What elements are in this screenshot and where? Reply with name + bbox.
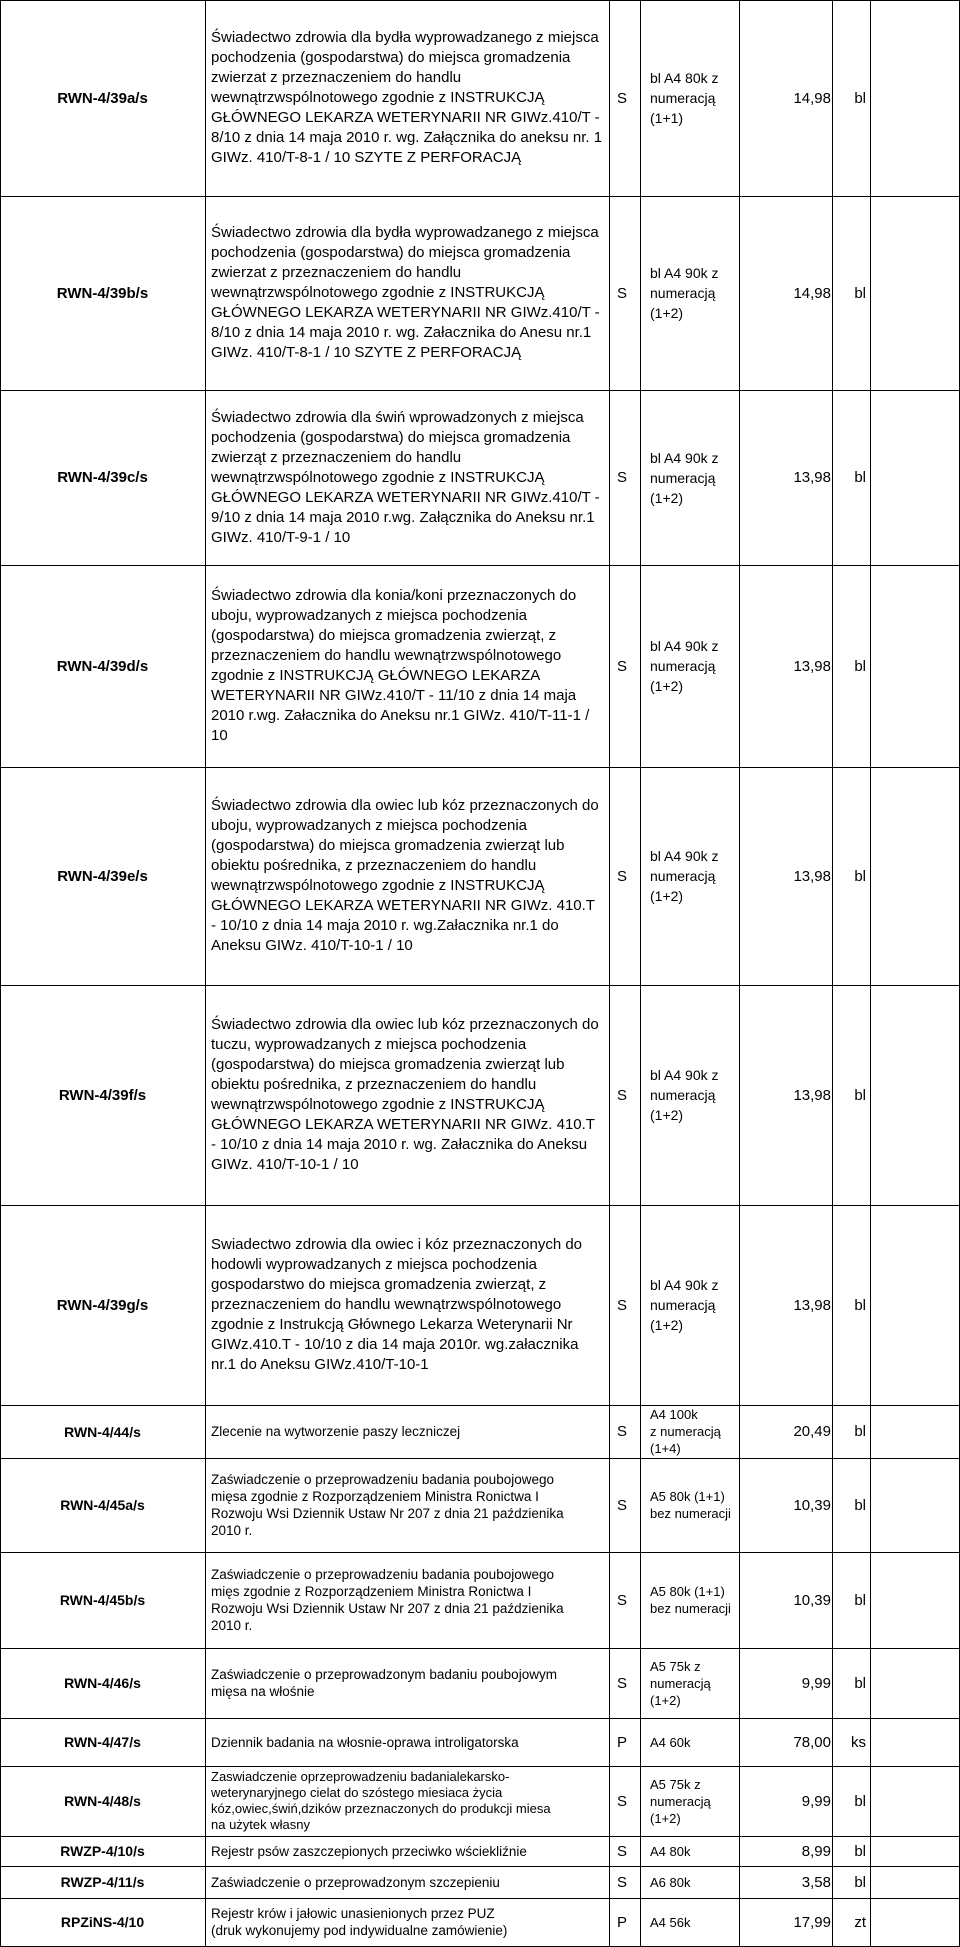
table-row [0,1648,960,1718]
product-code: RWN-4/48/s [64,1793,141,1809]
product-description: Dziennik badania na włosnie-oprawa introligatorska [211,1734,519,1750]
unit: ks [851,1733,866,1751]
binding-type: S [616,1423,627,1440]
binding-type: S [616,469,627,486]
price: 14,98 [793,89,831,107]
table-row [0,1458,960,1552]
price: 10,39 [793,1496,831,1514]
product-code: RWN-4/39f/s [58,1086,147,1104]
format: A4 100k z numeracją (1+4) [650,1407,721,1456]
format: bl A4 90k z numeracją (1+2) [650,638,719,694]
table-row [0,1836,960,1866]
price: 9,99 [801,1674,831,1692]
unit: bl [854,867,866,885]
unit: bl [854,1792,866,1810]
format: A5 75k z numeracją (1+2) [650,1658,711,1708]
binding-type: S [616,1674,627,1692]
table-row [0,196,960,390]
table-row [0,1866,960,1898]
product-description: Zlecenie na wytworzenie paszy leczniczej [211,1424,461,1439]
unit: bl [854,1086,866,1104]
price: 8,99 [801,1842,831,1860]
unit: bl [854,1423,866,1440]
product-code: RWN-4/39e/s [57,867,148,885]
binding-type: S [616,1792,627,1810]
unit: zt [854,1913,866,1931]
unit: bl [854,1296,866,1314]
table-row [0,1405,960,1458]
format: bl A4 80k z numeracją (1+1) [650,70,719,126]
product-code: RWN-4/39g/s [56,1296,149,1314]
product-code: RWN-4/45a/s [60,1497,145,1513]
price: 13,98 [793,1296,831,1314]
product-description: Zaświadczenie o przeprowadzonym badaniu poubojowym mięsa na włośnie [211,1667,557,1699]
table-row [0,1552,960,1648]
price: 9,99 [801,1792,831,1810]
product-description: Zaświadczenie o przeprowadzeniu badania poubojowego mięs zgodnie z Rozporządzeniem Ministra Ronictwa I Rozwoju Wsi Dziennik Ustaw Nr 207 z dnia 21 paździenika 2010 r. [211,1567,564,1633]
binding-type: P [616,1913,627,1931]
price: 13,98 [793,1086,831,1104]
format: A4 60k [650,1734,691,1750]
format: A5 80k (1+1) bez numeracji [650,1584,731,1616]
product-description: Zaświadczenie o przeprowadzonym szczepieniu [211,1874,500,1890]
product-code: RWN-4/46/s [64,1675,141,1691]
table-row [0,565,960,767]
price: 13,98 [793,469,831,486]
product-code: RWN-4/39a/s [57,89,148,107]
format: bl A4 90k z numeracją (1+2) [650,848,719,904]
format: A6 80k [650,1874,691,1890]
price: 10,39 [793,1591,831,1609]
format: bl A4 90k z numeracją (1+2) [650,1277,719,1333]
format: A4 56k [650,1914,691,1930]
product-description: Rejestr krów i jałowic unasienionych przez PUZ (druk wykonujemy pod indywidualne zamówienie) [211,1906,508,1938]
unit: bl [854,657,866,675]
table-row [0,1205,960,1405]
price: 17,99 [793,1913,831,1931]
price: 14,98 [793,284,831,302]
product-description: Świadectwo zdrowia dla bydła wyprowadzanego z miejsca pochodzenia (gospodarstwa) do miejsca gromadzenia zwierzat z przeznaczeniem do handlu wewnątrzwspólnotowego zgodnie z INSTRUKCJĄ GŁÓWNEGO LEKARZA WETERYNARII NR GIWz.410/T - 8/10 z dnia 14 maja 2010 r. wg. Załacznika do Anesu nr.1 GIWz. 410/T-8-1 / 10 SZYTE Z PERFORACJĄ [211,224,600,361]
product-code: RWN-4/39d/s [56,657,149,675]
product-description: Rejestr psów zaszczepionych przeciwko wściekliźnie [211,1843,527,1859]
unit: bl [854,1591,866,1609]
format: bl A4 90k z numeracją (1+2) [650,265,719,321]
table-row [0,985,960,1205]
binding-type: S [616,867,627,885]
binding-type: S [616,1873,627,1891]
product-code: RWN-4/45b/s [59,1592,146,1608]
format: A5 80k (1+1) bez numeracji [650,1489,731,1521]
product-code: RWN-4/39c/s [57,469,148,486]
unit: bl [854,469,866,486]
price: 13,98 [793,867,831,885]
price: 20,49 [793,1423,831,1440]
product-description: Zaświadczenie o przeprowadzeniu badania poubojowego mięsa zgodnie z Rozporządzeniem Ministra Ronictwa I Rozwoju Wsi Dziennik Ustaw Nr 207 z dnia 21 paździenika 2010 r. [211,1472,564,1538]
format: bl A4 90k z numeracją (1+2) [650,1067,719,1123]
price: 13,98 [793,657,831,675]
binding-type: S [616,1842,627,1860]
product-code: RWN-4/44/s [64,1423,141,1440]
table-row [0,1766,960,1836]
product-description: Świadectwo zdrowia dla bydła wyprowadzanego z miejsca pochodzenia (gospodarstwa) do miejsca gromadzenia zwierzat z przeznaczeniem do handlu wewnątrzwspólnotowego zgodnie z INSTRUKCJĄ GŁÓWNEGO LEKARZA WETERYNARII NR GIWz.410/T - 8/10 z dnia 14 maja 2010 r. wg. Załącznika do aneksu nr. 1 GIWz. 410/T-8-1 / 10 SZYTE Z PERFORACJĄ [211,29,603,166]
binding-type: S [616,1591,627,1609]
product-code: RWN-4/47/s [64,1734,141,1750]
price: 78,00 [793,1733,831,1751]
table-row [0,1898,960,1946]
binding-type: S [616,1296,627,1314]
binding-type: S [616,657,627,675]
binding-type: S [616,1496,627,1514]
format: bl A4 90k z numeracją (1+2) [650,449,719,506]
binding-type: S [616,1086,627,1104]
product-code: RWZP-4/10/s [60,1843,145,1859]
binding-type: S [616,89,627,107]
price: 3,58 [801,1873,831,1891]
product-code: RPZiNS-4/10 [60,1914,145,1930]
product-description: Świadectwo zdrowia dla owiec lub kóz przeznaczonych do tuczu, wyprowadzanych z miejsca pochodzenia (gospodarstwa) do miejsca gromadzenia zwierząt lub obiektu pośrednika, z przeznaczeniem do handlu wewnątrzwspólnotowego zgodnie z INSTRUKCJĄ GŁÓWNEGO LEKARZA WETERYNARII NR GIWz. 410.T - 10/10 z dnia 14 maja 2010 r. wg. Załacznika do Aneksu GIWz. 410/T-10-1 / 10 [211,1016,599,1173]
unit: bl [854,1873,866,1891]
table-row [0,1718,960,1766]
product-description: Świadectwo zdrowia dla świń wprowadzonych z miejsca pochodzenia (gospodarstwa) do miejsca gromadzenia zwierząt z przeznaczeniem do handlu wewnątrzwspólnotowego zgodnie z INSTRUKCJĄ GŁÓWNEGO LEKARZA WETERYNARII NR GIWz.410/T - 9/10 z dnia 14 maja 2010 r.wg. Załącznika do Aneksu nr.1 GIWz. 410/T-9-1 / 10 [211,408,600,546]
unit: bl [854,1496,866,1514]
table-row [0,767,960,985]
product-description: Świadectwo zdrowia dla konia/koni przeznaczonych do uboju, wyprowadzanych z miejsca pochodzenia (gospodarstwa) do miejsca gromadzenia zwierząt, z przeznaczeniem do handlu wewnątrzwspólnotowego zgodnie z INSTRUKCJĄ GŁÓWNEGO LEKARZA WETERYNARII NR GIWz.410/T - 11/10 z dnia 14 maja 2010 r.wg. Załacznika do Aneksu nr.1 GIWz. 410/T-11-1 / 10 [211,587,590,744]
format: A5 75k z numeracją (1+2) [650,1776,711,1826]
binding-type: S [616,284,627,302]
product-description: Swiadectwo zdrowia dla owiec i kóz przeznaczonych do hodowli wyprowadzanych z miejsca pochodzenia gospodarstwo do miejsca gromadzenia zwierząt, z przeznaczeniem do handlu wewnątrzwspólnotowego zgodnie z Instrukcją Głównego Lekarza Weterynarii Nr GIWz.410.T - 10/10 z dia 14 maja 2010r. wg.załacznika nr.1 do Aneksu GIWz.410/T-10-1 [211,1236,583,1373]
binding-type: P [616,1733,627,1751]
unit: bl [854,1842,866,1860]
product-description: Świadectwo zdrowia dla owiec lub kóz przeznaczonych do uboju, wyprowadzanych z miejsca pochodzenia (gospodarstwa) do miejsca gromadzenia zwierząt lub obiektu pośrednika, z przeznaczeniem do handlu wewnątrzwspólnotowego zgodnie z INSTRUKCJĄ GŁÓWNEGO LEKARZA WETERYNARII NR GIWz. 410.T - 10/10 z dnia 14 maja 2010 r. wg.Załacznika nr.1 do Aneksu GIWz. 410/T-10-1 / 10 [211,797,599,954]
product-description: Zaswiadczenie oprzeprowadzeniu badanialekarsko- weterynaryjnego cielat do szóstego miesiaca życia kóz,owiec,świń,dzików przeznaczonych do produkcji miesa na użytek własny [211,1769,551,1832]
table-row [0,0,960,196]
unit: bl [854,284,866,302]
table-row [0,390,960,565]
unit: bl [854,1674,866,1692]
product-code: RWN-4/39b/s [56,284,149,302]
product-code: RWZP-4/11/s [60,1874,145,1890]
format: A4 80k [650,1843,691,1859]
unit: bl [854,89,866,107]
